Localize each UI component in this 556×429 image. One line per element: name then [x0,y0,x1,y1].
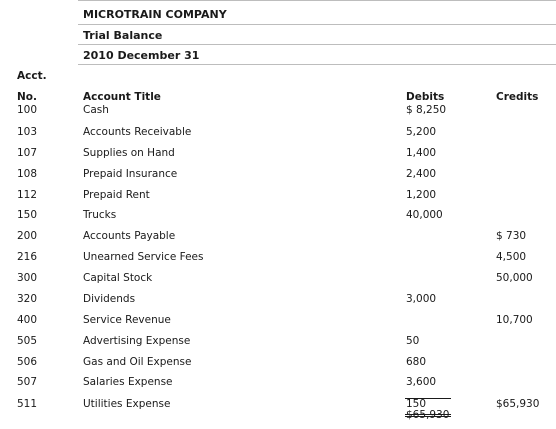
acct-no: 507 [17,376,38,388]
account-title: Utilities Expense [83,398,171,410]
acct-no: 216 [17,251,38,263]
credit-amount: 10,700 [496,314,533,326]
debit-amount: 50 [406,335,420,347]
company-name: MICROTRAIN COMPANY [83,8,227,21]
account-title: Prepaid Rent [83,189,150,201]
debit-amount: 3,000 [406,293,437,305]
credit-amount: $65,930 [496,398,540,410]
account-title-header: Account Title [83,91,161,103]
account-title: Trucks [83,209,117,221]
top-rule [78,0,556,1]
account-title: Salaries Expense [83,376,173,388]
acct-no: 100 [17,104,38,116]
debit-amount: 3,600 [406,376,437,388]
account-title: Service Revenue [83,314,171,326]
account-title: Supplies on Hand [83,147,175,159]
total-debits: $65,930 [406,409,450,421]
debit-amount: 150 [406,398,427,410]
acct-no-header: No. [17,91,37,103]
debit-amount: 1,200 [406,189,437,201]
acct-no: 320 [17,293,38,305]
debit-amount: 680 [406,356,427,368]
acct-no: 112 [17,189,38,201]
acct-no: 505 [17,335,38,347]
account-title: Unearned Service Fees [83,251,204,263]
credit-amount: 50,000 [496,272,533,284]
credit-amount: $ 730 [496,230,527,242]
acct-no: 300 [17,272,38,284]
acct-no: 107 [17,147,38,159]
acct-no: 200 [17,230,38,242]
credits-header: Credits [496,91,539,103]
rule-1 [78,24,556,25]
rule-2 [78,44,556,45]
rule-3 [78,64,556,65]
acct-no: 103 [17,126,38,138]
debit-amount: 1,400 [406,147,437,159]
account-title: Capital Stock [83,272,153,284]
debit-amount: $ 8,250 [406,104,447,116]
acct-no: 511 [17,398,38,410]
statement-date: 2010 December 31 [83,49,200,62]
acct-no: 150 [17,209,38,221]
acct-no: 506 [17,356,38,368]
account-title: Accounts Payable [83,230,176,242]
account-title: Cash [83,104,109,116]
account-title: Dividends [83,293,136,305]
account-title: Prepaid Insurance [83,168,178,180]
debit-amount: 40,000 [406,209,443,221]
acct-no: 108 [17,168,38,180]
acct-header-top: Acct. [17,70,47,82]
acct-no: 400 [17,314,38,326]
account-title: Advertising Expense [83,335,191,347]
account-title: Accounts Receivable [83,126,192,138]
debit-amount: 5,200 [406,126,437,138]
debits-header: Debits [406,91,445,103]
account-title: Gas and Oil Expense [83,356,192,368]
statement-title: Trial Balance [83,29,163,42]
credit-amount: 4,500 [496,251,527,263]
debit-amount: 2,400 [406,168,437,180]
